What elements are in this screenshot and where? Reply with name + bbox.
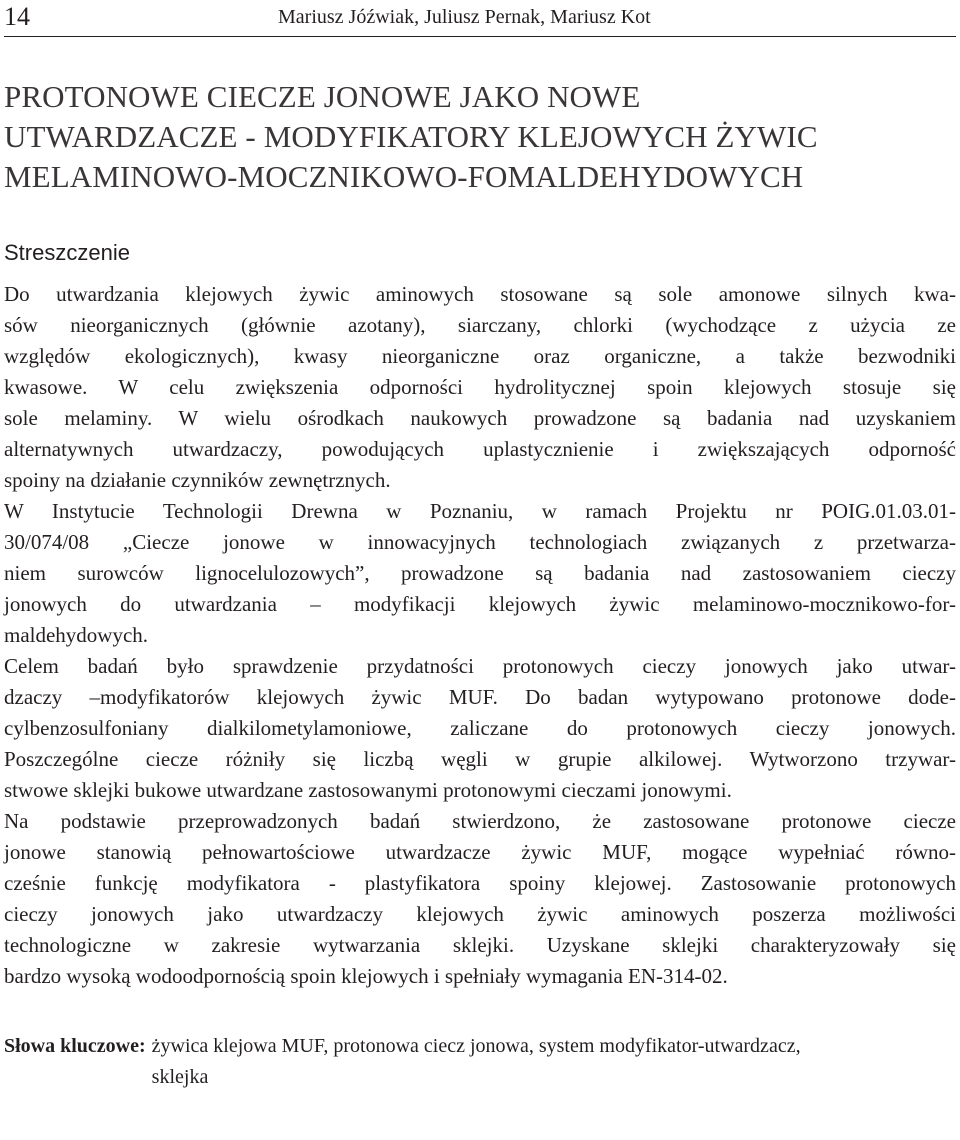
abstract-line: cylbenzosulfoniany dialkilometylamoniowe, zaliczane do protonowych cieczy jonowych. [4, 716, 956, 740]
abstract-line: jonowe stanowią pełnowartościowe utwardzacze żywic MUF, mogące wypełniać równo- [4, 840, 956, 864]
abstract-line: 30/074/08 „Ciecze jonowe w innowacyjnych technologiach związanych z przetwarza- [4, 530, 956, 554]
title-line: MELAMINOWO-MOCZNIKOWO-FOMALDEHYDOWYCH [4, 159, 804, 194]
abstract-line: Do utwardzania klejowych żywic aminowych stosowane są sole amonowe silnych kwa- [4, 282, 956, 306]
abstract-line: sole melaminy. W wielu ośrodkach naukowych prowadzone są badania nad uzyskaniem [4, 406, 956, 430]
abstract-line: Celem badań było sprawdzenie przydatności protonowych cieczy jonowych jako utwar- [4, 654, 956, 678]
abstract-line: maldehydowych. [4, 623, 149, 647]
keywords-text [152, 1031, 801, 1093]
abstract-line: sów nieorganicznych (głównie azotany), siarczany, chlorki (wychodzące z użycia ze [4, 313, 956, 337]
abstract-line: kwasowe. W celu zwiększenia odporności hydrolitycznej spoin klejowych stosuje się [4, 375, 956, 399]
page-number: 14 [4, 2, 30, 31]
keywords-line: żywica klejowa MUF, protonowa ciecz jonowa, system modyfikator-utwardzacz, [151, 1035, 801, 1057]
abstract-line: względów ekologicznych), kwasy nieorganiczne oraz organiczne, a także bezwodniki [4, 344, 956, 368]
keywords-line: sklejka [151, 1066, 209, 1088]
section-heading-abstract: Streszczenie [4, 240, 130, 265]
abstract-line: niem surowców lignocelulozowych”, prowadzone są badania nad zastosowaniem cieczy [4, 561, 956, 585]
abstract-line: alternatywnych utwardzaczy, powodujących uplastycznienie i zwiększających odporność [4, 437, 956, 461]
abstract-line: cieczy jonowych jako utwardzaczy klejowych żywic aminowych poszerza możliwości [4, 902, 956, 926]
paper-title [4, 77, 956, 197]
abstract-line: technologiczne w zakresie wytwarzania sklejki. Uzyskane sklejki charakteryzowały się [4, 933, 956, 957]
abstract-body [4, 279, 956, 992]
title-line: PROTONOWE CIECZE JONOWE JAKO NOWE [4, 79, 641, 114]
abstract-line: jonowych do utwardzania – modyfikacji klejowych żywic melaminowo-mocznikowo-for- [4, 592, 956, 616]
running-header-authors: Mariusz Jóźwiak, Juliusz Pernak, Mariusz Kot [278, 6, 651, 28]
page [4, 0, 956, 1093]
keywords-label: Słowa kluczowe: [4, 1035, 146, 1057]
abstract-line: W Instytucie Technologii Drewna w Poznaniu, w ramach Projektu nr POIG.01.03.01- [4, 499, 956, 523]
abstract-line: dzaczy –modyfikatorów klejowych żywic MUF. Do badan wytypowano protonowe dode- [4, 685, 956, 709]
title-line: UTWARDZACZE - MODYFIKATORY KLEJOWYCH ŻYWIC [4, 119, 818, 154]
abstract-line: spoiny na działanie czynników zewnętrznych. [4, 468, 391, 492]
abstract-line: cześnie funkcję modyfikatora - plastyfikatora spoiny klejowej. Zastosowanie protonowych [4, 871, 956, 895]
abstract-line: stwowe sklejki bukowe utwardzane zastosowanymi protonowymi cieczami jonowymi. [4, 778, 732, 802]
abstract-line: bardzo wysoką wodoodpornością spoin klejowych i spełniały wymagania EN-314-02. [4, 964, 728, 988]
keywords [4, 1031, 956, 1093]
running-header [4, 0, 956, 37]
abstract-line: Poszczególne ciecze różniły się liczbą węgli w grupie alkilowej. Wytworzono trzywar- [4, 747, 956, 771]
abstract-line: Na podstawie przeprowadzonych badań stwierdzono, że zastosowane protonowe ciecze [4, 809, 956, 833]
